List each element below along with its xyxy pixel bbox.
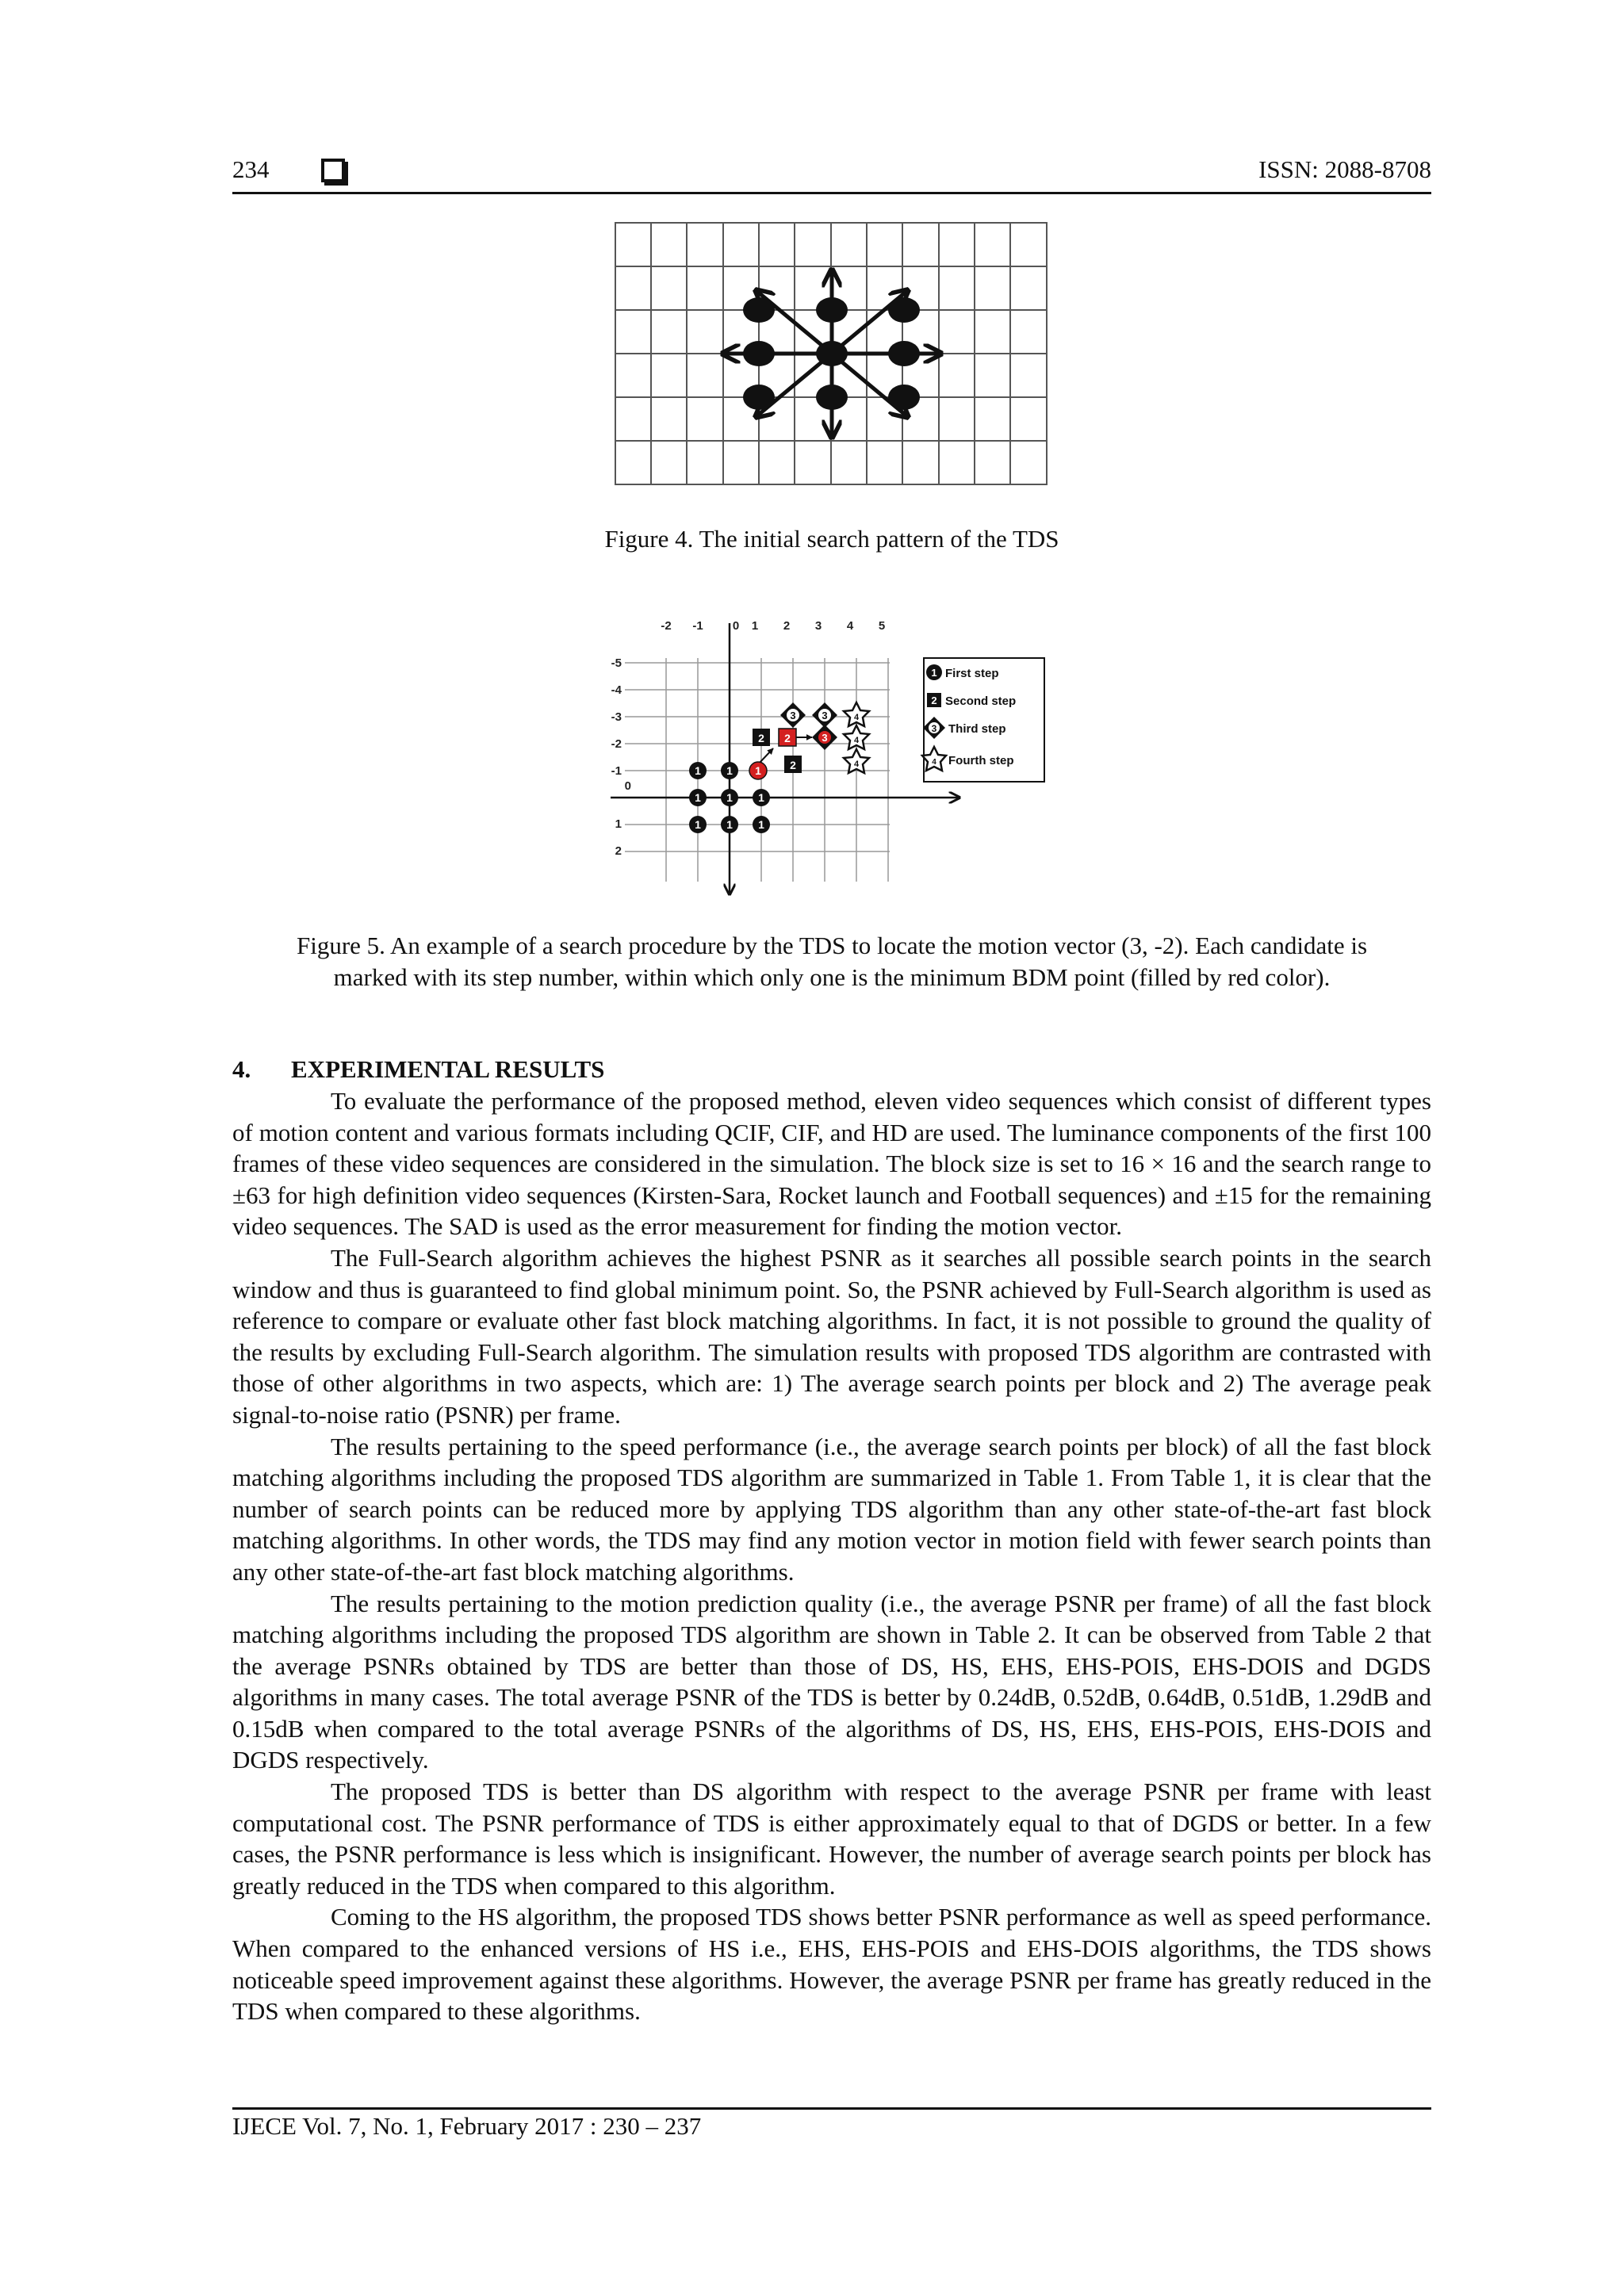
- legend-second-step: Second step: [945, 695, 1017, 708]
- figure-5-caption-line: Figure 5. An example of a search procedure by the TDS to locate the motion vector (3, -2). Each candidate is: [296, 932, 1368, 959]
- figure-4-caption: Figure 4. The initial search pattern of the TDS: [604, 525, 1059, 553]
- page-footer: IJECE Vol. 7, No. 1, February 2017 : 230 – 237: [232, 2112, 702, 2140]
- step4-marker: [844, 725, 869, 749]
- issn: ISSN: 2088-8708: [1258, 155, 1431, 183]
- x-tick: 4: [846, 619, 854, 633]
- svg-text:4: 4: [853, 736, 860, 745]
- y-tick: 2: [615, 844, 622, 858]
- figure-4: [615, 222, 1049, 485]
- paragraph: The results pertaining to the speed performance (i.e., the average search points per block) of all the fast block matching algorithms including the proposed TDS algorithm are summarized in Table 1. From Table 1, it is clear that the number of search points can be reduced more by applying TDS algorithm than any other state-of-the-art fast block matching algorithms. In other words, the TDS may find any motion vector in motion field with fewer search points than any other state-of-the-art fast block matching algorithms.: [232, 1432, 1431, 1586]
- step1-marker: [721, 816, 738, 833]
- x-tick: 3: [814, 619, 822, 633]
- paragraph: The results pertaining to the motion prediction quality (i.e., the average PSNR per frame) of all the fast block matching algorithms including the proposed TDS algorithm are shown in Table 2. It can be observed from Table 2 that the average PSNRs obtained by TDS are better than those of DS, HS, EHS, EHS-POIS, EHS-DOIS and DGDS algorithms in many cases. The total average PSNR of the TDS is better by 0.24dB, 0.52dB, 0.64dB, 0.51dB, 1.29dB and 0.15dB when compared to the total average PSNRs of the algorithms of DS, HS, EHS, EHS-POIS, EHS-DOIS and DGDS respectively.: [232, 1589, 1431, 1774]
- step1-marker: [753, 789, 770, 806]
- paragraph: The Full-Search algorithm achieves the highest PSNR as it searches all possible search points in the search window and thus is guaranteed to find global minimum point. So, the PSNR achieved by Full-Search algorithm is used as reference to compare or evaluate other fast block matching algorithms. In fact, it is not possible to ground the quality of the results by excluding Full-Search algorithm. The simulation results with proposed TDS algorithm are contrasted with those of other algorithms in two aspects, which are: 1) The average search points per block and 2) The average peak signal-to-noise ratio (PSNR) per frame.: [232, 1243, 1431, 1429]
- svg-text:2: 2: [931, 695, 937, 706]
- page-number: 234: [232, 155, 270, 183]
- step2-min-marker: [779, 729, 796, 746]
- step3-marker: [780, 702, 806, 728]
- svg-text:2: 2: [784, 732, 791, 744]
- figure-5-legend: [922, 658, 1044, 782]
- section-title: EXPERIMENTAL RESULTS: [291, 1055, 605, 1083]
- svg-text:3: 3: [790, 710, 796, 721]
- section-number: 4.: [232, 1055, 251, 1083]
- svg-text:1: 1: [758, 818, 764, 831]
- figure-5: [603, 615, 1047, 901]
- paragraph: The proposed TDS is better than DS algorithm with respect to the average PSNR per frame with least computational cost. The PSNR performance of TDS is either approximately equal to that of DGDS or better. In a few cases, the PSNR performance is less which is insignificant. However, the number of average search points per block has greatly reduced in the TDS when compared to this algorithm.: [232, 1777, 1431, 1900]
- y-tick: -5: [611, 656, 622, 670]
- svg-text:3: 3: [931, 723, 937, 734]
- paragraph: Coming to the HS algorithm, the proposed TDS shows better PSNR performance as well as speed performance. When compared to the enhanced versions of HS i.e., EHS, EHS-POIS and EHS-DOIS algorithms, the TDS shows noticeable speed improvement against these algorithms. However, the average PSNR per frame has greatly reduced in the TDS when compared to these algorithms.: [232, 1903, 1431, 2026]
- page-header: [232, 155, 1431, 190]
- figure-5-caption-line: marked with its step number, within which only one is the minimum BDM point (filled by red color).: [333, 963, 1331, 991]
- section-heading: [232, 1055, 604, 1084]
- step1-marker: [753, 816, 770, 833]
- x-tick: 0: [732, 619, 740, 633]
- svg-text:1: 1: [695, 764, 701, 777]
- body-text: [232, 1085, 1431, 2027]
- step1-marker: [689, 789, 707, 806]
- y-tick: 1: [615, 817, 622, 831]
- figure-5-diagram: [603, 615, 1047, 901]
- step3-min-marker: [812, 725, 837, 750]
- paragraph: To evaluate the performance of the proposed method, eleven video sequences which consist of different types of motion content and various formats including QCIF, CIF, and HD are used. The luminance components of the first 100 frames of these video sequences are considered in the simulation. The block size is set to 16 × 16 and the search range to ±63 for high definition video sequences (Kirsten-Sara, Rocket launch and Football sequences) and ±15 for the remaining video sequences. The SAD is used as the error measurement for finding the motion vector.: [232, 1087, 1431, 1241]
- step2-marker: [784, 756, 802, 773]
- svg-text:1: 1: [695, 791, 701, 804]
- x-tick: 5: [878, 619, 886, 633]
- search-points: [743, 297, 920, 410]
- figure-4-diagram: [615, 222, 1049, 485]
- y-tick: -2: [611, 737, 622, 751]
- step2-marker: [753, 729, 770, 746]
- step4-marker: [844, 749, 869, 773]
- svg-text:1: 1: [758, 791, 764, 804]
- step1-marker: [689, 762, 707, 779]
- svg-text:2: 2: [758, 732, 764, 744]
- svg-text:3: 3: [822, 732, 828, 744]
- svg-text:4: 4: [932, 758, 936, 767]
- svg-text:1: 1: [931, 667, 937, 679]
- svg-text:1: 1: [695, 818, 701, 831]
- step1-min-marker: [749, 762, 767, 779]
- step1-markers: [689, 762, 770, 833]
- legend-fourth-step: Fourth step: [948, 754, 1014, 767]
- y-tick: -1: [611, 764, 622, 778]
- step1-marker: [721, 789, 738, 806]
- y-tick: -4: [611, 683, 622, 697]
- y-tick: 0: [624, 779, 631, 793]
- y-tick: -3: [611, 710, 622, 724]
- svg-text:1: 1: [726, 764, 733, 777]
- svg-text:1: 1: [726, 791, 733, 804]
- x-tick: 1: [751, 619, 759, 633]
- step4-markers: [844, 702, 869, 773]
- step1-marker: [689, 816, 707, 833]
- legend-first-step: First step: [945, 667, 999, 680]
- legend-third-step: Third step: [948, 722, 1006, 736]
- x-tick: -2: [661, 619, 672, 633]
- svg-text:3: 3: [822, 710, 828, 721]
- svg-text:4: 4: [853, 760, 860, 769]
- svg-text:1: 1: [726, 818, 733, 831]
- x-tick: 2: [783, 619, 791, 633]
- checkbox-glyph-icon: [321, 159, 345, 182]
- step3-marker: [812, 702, 837, 728]
- footer-rule: [232, 2107, 1431, 2110]
- step1-marker: [721, 762, 738, 779]
- svg-text:2: 2: [790, 759, 796, 771]
- x-tick: -1: [692, 619, 703, 633]
- svg-text:4: 4: [853, 713, 860, 722]
- figure-5-caption: [232, 930, 1431, 993]
- svg-text:1: 1: [755, 764, 761, 777]
- header-rule: [232, 192, 1431, 194]
- step4-marker: [844, 702, 869, 726]
